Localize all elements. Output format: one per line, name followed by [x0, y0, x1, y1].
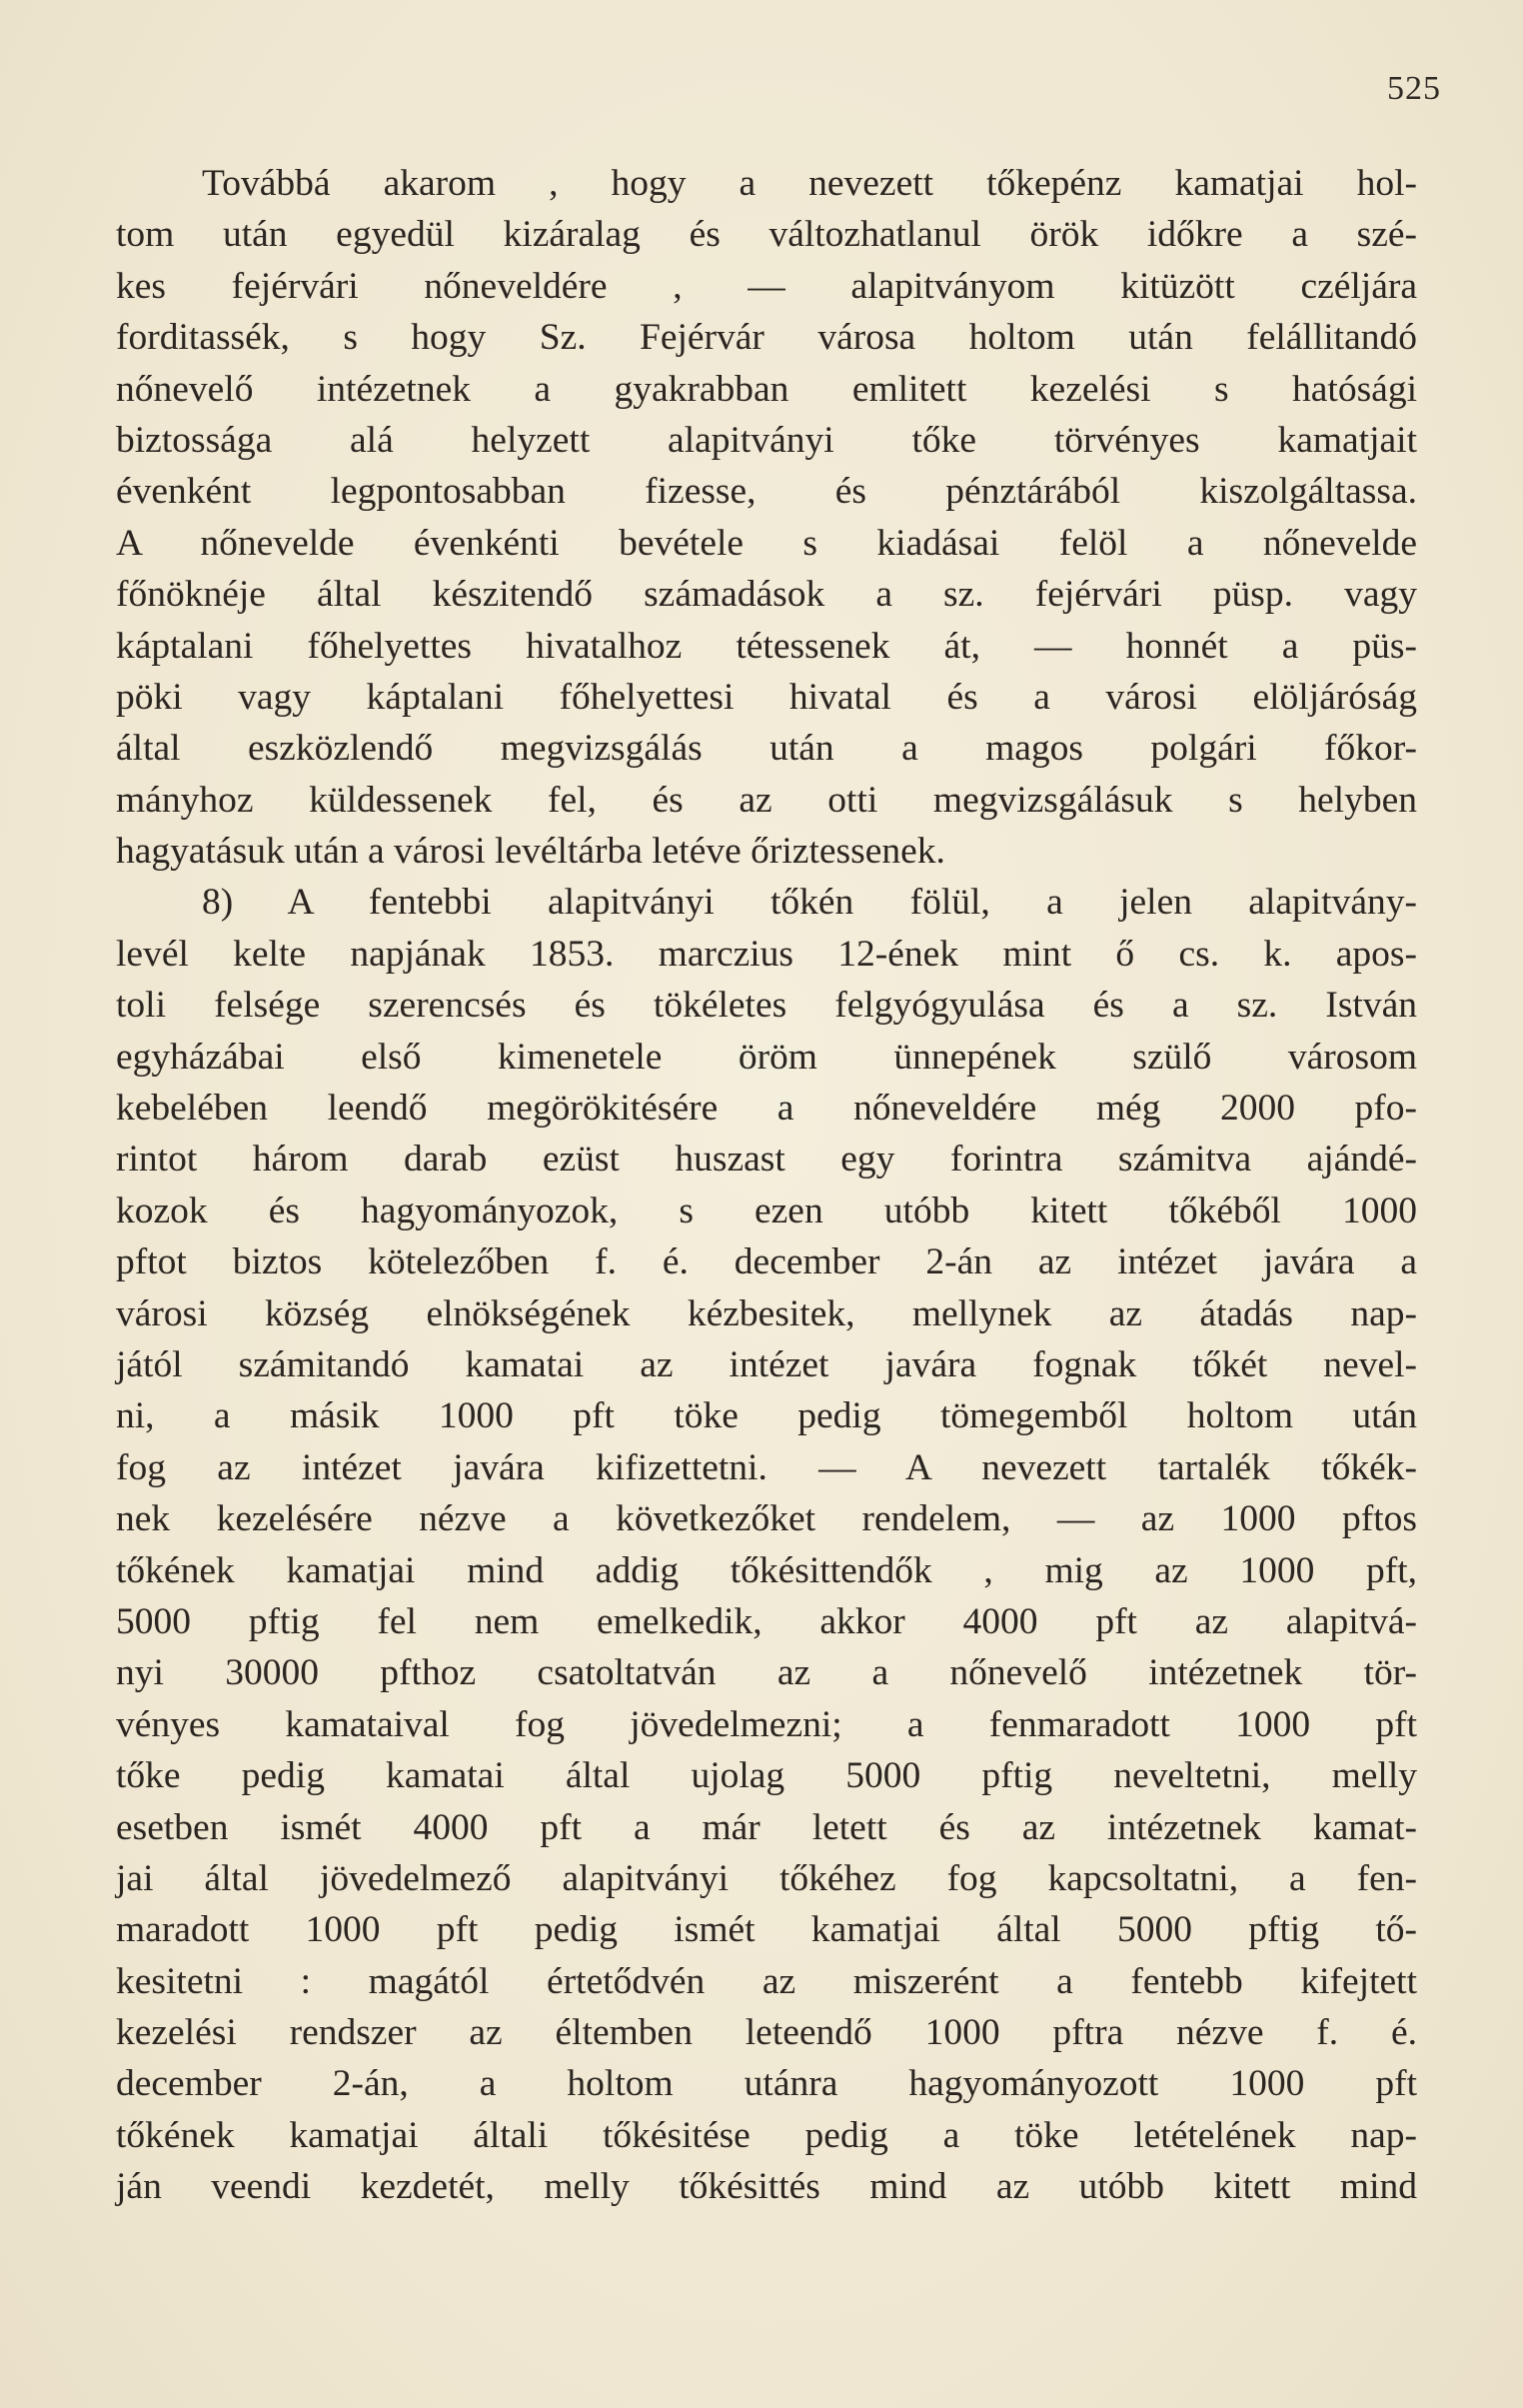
text-line: december 2-án, a holtom utánra hagyományozott 1000 pft [116, 2063, 1417, 2105]
text-line: vényes kamataival fog jövedelmezni; a fenmaradott 1000 pft [116, 1703, 1417, 1745]
text-line: kesitetni : magától értetődvén az miszerént a fentebb kifejtett [116, 1960, 1417, 2002]
text-line: évenként legpontosabban fizesse, és pénztárából kiszolgáltassa. [116, 471, 1417, 513]
text-line: kozok és hagyományozok, s ezen utóbb kitett tőkéből 1000 [116, 1190, 1417, 1231]
text-line: főnöknéje által készitendő számadások a sz. fejérvári püsp. vagy [116, 574, 1417, 616]
text-line: nek kezelésére nézve a következőket rendelem, — az 1000 pftos [116, 1498, 1417, 1540]
text-line: egyházábai első kimenetele öröm ünnepének szülő városom [116, 1036, 1417, 1078]
text-line: városi község elnökségének kézbesitek, mellynek az átadás nap- [116, 1292, 1417, 1334]
text-line: 5000 pftig fel nem emelkedik, akkor 4000 pft az alapitvá- [116, 1600, 1417, 1642]
text-line: tőke pedig kamatai által ujolag 5000 pftig neveltetni, melly [116, 1755, 1417, 1797]
text-line: kebelében leendő megörökitésére a nőneveldére még 2000 pfo- [116, 1088, 1417, 1130]
text-line: jai által jövedelmező alapitványi tőkéhez fog kapcsoltatni, a fen- [116, 1857, 1417, 1899]
text-line: fog az intézet javára kifizettetni. — A nevezett tartalék tőkék- [116, 1446, 1417, 1488]
text-line: Továbbá akarom , hogy a nevezett tőkepénz kamatjai hol- [202, 163, 1417, 204]
text-line: ján veendi kezdetét, melly tőkésittés mind az utóbb kitett mind [116, 2166, 1417, 2208]
text-line: forditassék, s hogy Sz. Fejérvár városa holtom után felállitandó [116, 317, 1417, 359]
body-text [116, 158, 1417, 2213]
text-line: 8) A fentebbi alapitványi tőkén fölül, a jelen alapitvány- [202, 882, 1417, 924]
text-line: nőnevelő intézetnek a gyakrabban emlitett kezelési s hatósági [116, 368, 1417, 410]
text-line: kes fejérvári nőneveldére , — alapitványom kitüzött czéljára [116, 265, 1417, 307]
text-line: ni, a másik 1000 pft töke pedig tömegemből holtom után [116, 1395, 1417, 1437]
text-line: biztossága alá helyzett alapitványi tőke törvényes kamatjait [116, 419, 1417, 461]
text-line: káptalani főhelyettes hivatalhoz tétessenek át, — honnét a püs- [116, 625, 1417, 667]
text-line: tőkének kamatjai általi tőkésitése pedig a töke letételének nap- [116, 2114, 1417, 2156]
text-line: levél kelte napjának 1853. marczius 12-ének mint ő cs. k. apos- [116, 933, 1417, 975]
text-line: tom után egyedül kizáralag és változhatlanul örök időkre a szé- [116, 214, 1417, 256]
text-line: jától számitandó kamatai az intézet javára fognak tőkét nevel- [116, 1343, 1417, 1385]
text-line: által eszközlendő megvizsgálás után a magos polgári főkor- [116, 728, 1417, 770]
text-line: pftot biztos kötelezőben f. é. december 2-án az intézet javára a [116, 1241, 1417, 1283]
text-line: hagyatásuk után a városi levéltárba letéve őriztessenek. [116, 831, 945, 873]
text-line: rintot három darab ezüst huszast egy forintra számitva ajándé- [116, 1139, 1417, 1181]
text-line: toli felsége szerencsés és tökéletes felgyógyulása és a sz. István [116, 985, 1417, 1027]
text-line: mányhoz küldessenek fel, és az otti megvizsgálásuk s helyben [116, 779, 1417, 821]
text-line: esetben ismét 4000 pft a már letett és az intézetnek kamat- [116, 1806, 1417, 1848]
page-number: 525 [1387, 70, 1441, 107]
text-line: nyi 30000 pfthoz csatoltatván az a nőnevelő intézetnek tör- [116, 1652, 1417, 1694]
text-line: kezelési rendszer az éltemben leteendő 1000 pftra nézve f. é. [116, 2012, 1417, 2054]
text-line: maradott 1000 pft pedig ismét kamatjai által 5000 pftig tő- [116, 1909, 1417, 1951]
text-line: pöki vagy káptalani főhelyettesi hivatal és a városi elöljáróság [116, 676, 1417, 718]
text-line: tőkének kamatjai mind addig tőkésittendők , mig az 1000 pft, [116, 1549, 1417, 1591]
text-line: A nőnevelde évenkénti bevétele s kiadásai felöl a nőnevelde [116, 522, 1417, 564]
